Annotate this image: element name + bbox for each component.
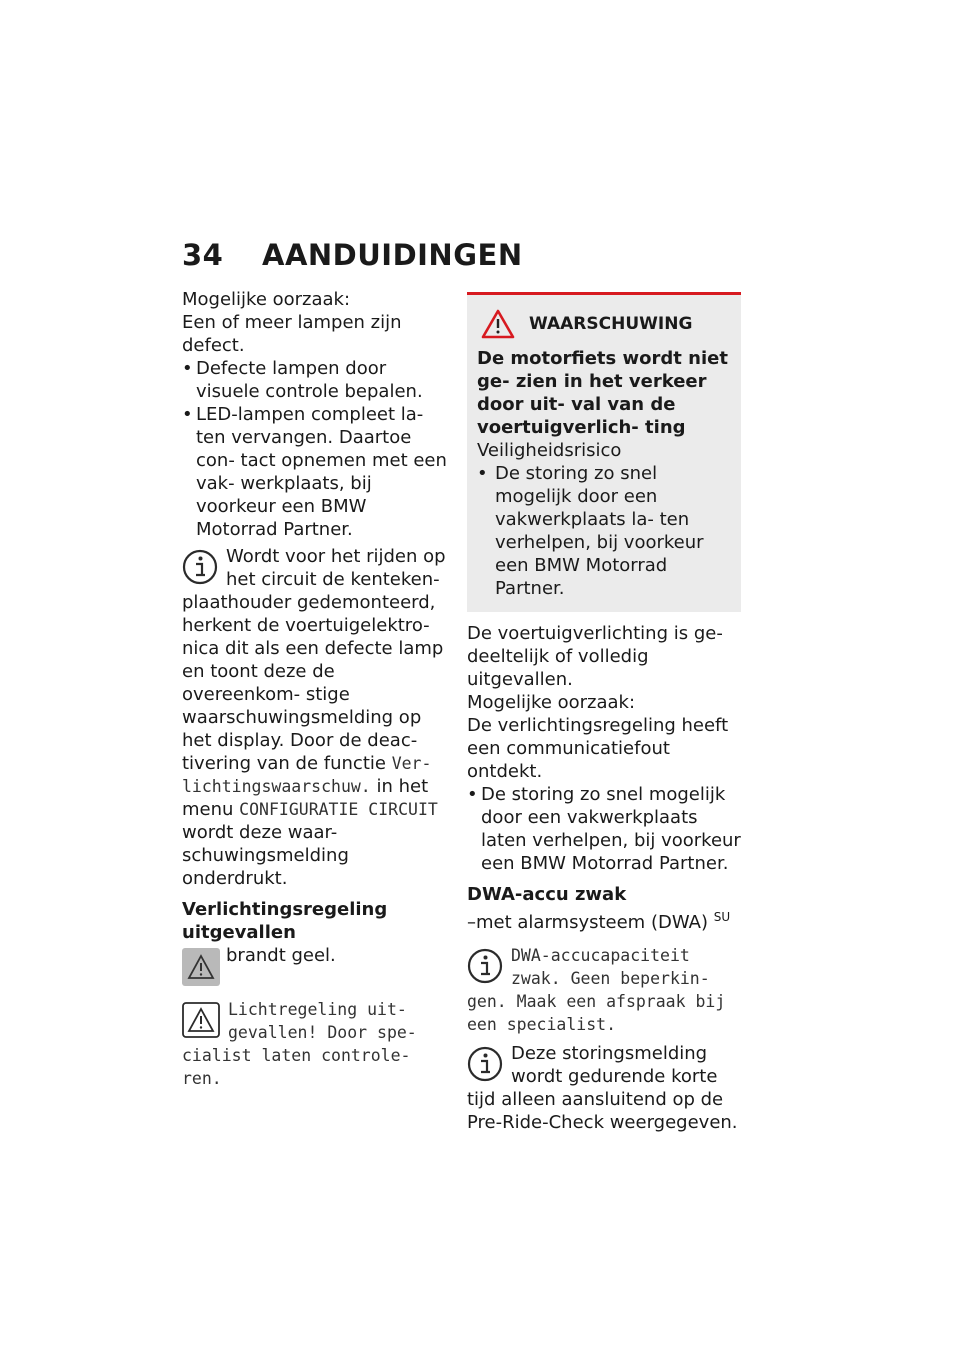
bullet-icon: • (477, 463, 488, 484)
lamp-row (182, 944, 452, 992)
right-column (467, 292, 741, 1134)
list-item-text: De storing zo snel mogelijk door een vakwerkplaats laten verhelpen, bij voorkeur een BMW Motorrad Partner. (481, 784, 741, 874)
option-code: SU (713, 910, 731, 924)
option-line (467, 906, 741, 934)
paragraph: De voertuigverlichting is ge- deeltelijk of volledig uitgevallen. (467, 623, 723, 690)
info-text: Wordt voor het rijden op het circuit de kenteken- plaathouder gedemonteerd, herkent de voertuigelektro- nica dit als een defecte lamp en toont deze de overeenkom- stige waarschuwingsmelding op het display. Door de deac- tivering van de functie (182, 546, 446, 774)
display-message (182, 998, 452, 1090)
list-item-text: LED-lampen compleet la- ten vervangen. Daartoe con- tact opnemen met een vak- werkplaats, bij voorkeur een BMW Motorrad Partner. (196, 404, 447, 540)
bullet-icon: • (182, 404, 193, 425)
list-item-text: Defecte lampen door visuele controle bepalen. (196, 358, 423, 402)
option-text: –met alarmsysteem (DWA) (467, 912, 708, 933)
list-item (477, 462, 731, 600)
info-note (467, 1042, 741, 1134)
menu-code: CONFIGURATIE CIRCUIT (239, 800, 438, 819)
cause-label: Mogelijke oorzaak: (182, 289, 351, 310)
display-message (467, 944, 741, 1036)
page-header (182, 238, 523, 272)
warning-title-text: WAARSCHUWING (529, 313, 693, 334)
display-message-text: DWA-accucapaciteit zwak. Geen beperkin- gen. Maak een afspraak bij een specialist. (467, 946, 726, 1034)
info-note (182, 545, 452, 890)
page-number: 34 (182, 238, 224, 272)
warning-heading: De motorfiets wordt niet ge- zien in het verkeer door uit- val van de voertuigverlich- ting (477, 348, 728, 438)
menu-code: Ver- lichtingswaarschuw. (182, 754, 432, 796)
list-item (467, 783, 741, 875)
page-title: AANDUIDINGEN (262, 238, 523, 272)
cause-label: Mogelijke oorzaak: (467, 692, 636, 713)
left-column (182, 288, 452, 1090)
cause-text: Een of meer lampen zijn defect. (182, 312, 402, 356)
bullet-icon: • (182, 358, 193, 379)
warning-lamp-icon (182, 948, 220, 986)
info-text: Deze storingsmelding wordt gedurende korte tijd alleen aansluitend op de Pre-Ride-Check weergegeven. (467, 1043, 738, 1133)
warning-triangle-icon (481, 309, 515, 339)
warning-box (467, 292, 741, 612)
info-text: wordt deze waar- schuwingsmelding onderdrukt. (182, 822, 349, 889)
info-icon (467, 1046, 503, 1082)
cause-text: De verlichtingsregeling heeft een communicatiefout ontdekt. (467, 715, 729, 782)
section-title: DWA-accu zwak (467, 884, 627, 905)
bullet-icon: • (467, 784, 478, 805)
warning-title (481, 309, 731, 339)
lamp-text: brandt geel. (226, 945, 336, 966)
info-icon (182, 549, 218, 585)
list-item (182, 357, 452, 403)
warning-risk: Veiligheidsrisico (477, 440, 622, 461)
display-message-text: Lichtregeling uit- gevallen! Door spe- cialist laten controle- ren. (182, 1000, 417, 1088)
list-item-text: De storing zo snel mogelijk door een vakwerkplaats la- ten verhelpen, bij voorkeur een BMW Motorrad Partner. (495, 463, 704, 599)
warning-triangle-icon (182, 1002, 220, 1038)
info-text: in het menu (182, 776, 429, 820)
section-title: Verlichtingsregeling uitgevallen (182, 899, 388, 943)
list-item (182, 403, 452, 541)
info-icon (467, 948, 503, 984)
